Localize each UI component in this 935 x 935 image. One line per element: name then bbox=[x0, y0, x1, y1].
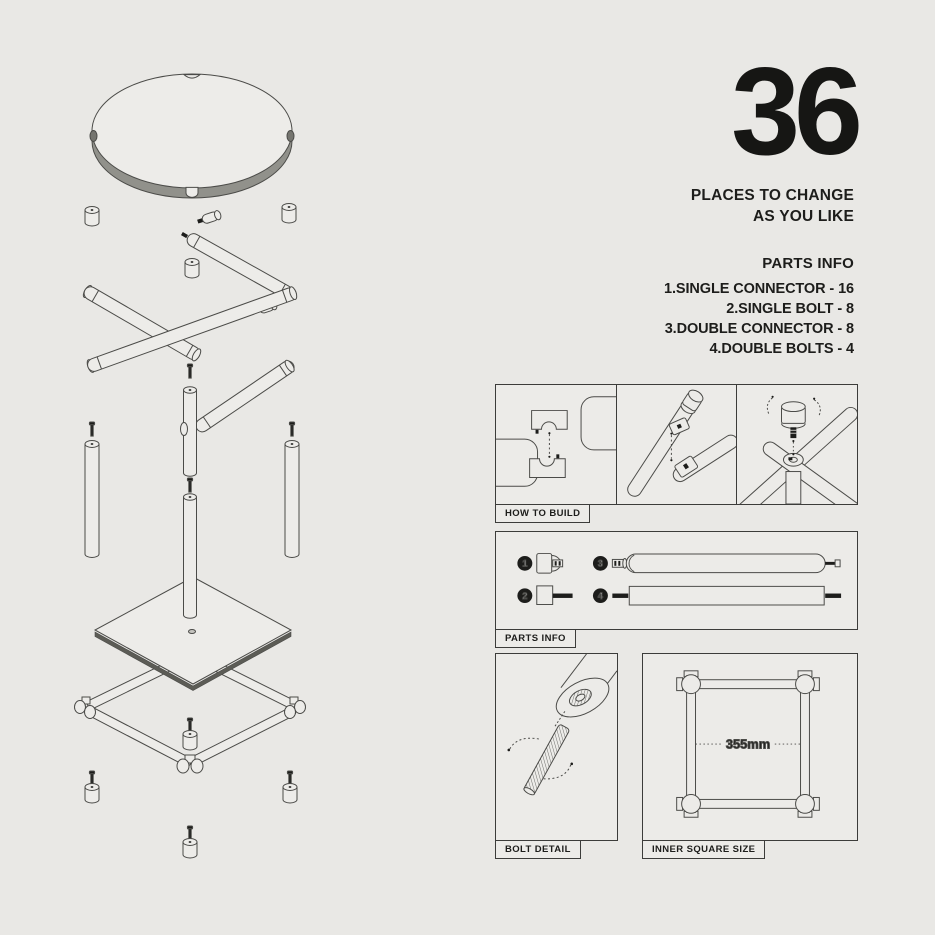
clamp-on-rods-diagram bbox=[617, 385, 737, 504]
parts-list-title: PARTS INFO bbox=[762, 255, 854, 272]
single-connector bbox=[183, 731, 197, 751]
center-column-upper bbox=[181, 387, 197, 476]
tagline-line-2: AS YOU LIKE bbox=[753, 208, 854, 226]
inner-square-dimension: 355mm bbox=[725, 736, 771, 752]
leg-left bbox=[85, 422, 99, 558]
inner-square-panel bbox=[642, 653, 858, 841]
single-connector bbox=[282, 204, 296, 224]
how-to-build-step-1 bbox=[496, 385, 617, 504]
part-number-3: 3 bbox=[597, 558, 603, 569]
how-to-build-step-3 bbox=[737, 385, 857, 504]
single-connector bbox=[85, 207, 99, 227]
inner-square-label: INNER SQUARE SIZE bbox=[642, 840, 765, 859]
connector-with-bolt bbox=[196, 210, 222, 226]
bolt-detail-label: BOLT DETAIL bbox=[495, 840, 581, 859]
parts-list-item: 4.DOUBLE BOLTS - 4 bbox=[709, 341, 854, 357]
how-to-build-step-2 bbox=[617, 385, 738, 504]
part-number-2: 2 bbox=[522, 590, 528, 601]
parts-list-item: 2.SINGLE BOLT - 8 bbox=[726, 301, 854, 317]
inner-square-diagram bbox=[643, 654, 857, 840]
bolt-detail-diagram bbox=[496, 654, 617, 840]
parts-info-panel bbox=[495, 531, 858, 630]
tagline-line-1: PLACES TO CHANGE bbox=[690, 187, 854, 204]
bolt-detail-panel bbox=[495, 653, 618, 841]
headline-number: 36 bbox=[731, 43, 857, 181]
single-bolt bbox=[187, 478, 192, 492]
connector-halves-diagram bbox=[496, 385, 616, 504]
rod bbox=[193, 358, 296, 434]
leg-right bbox=[285, 422, 299, 558]
single-bolt bbox=[187, 718, 192, 732]
single-bolt bbox=[187, 364, 192, 378]
foot bbox=[85, 771, 99, 803]
parts-list-item: 1.SINGLE CONNECTOR - 16 bbox=[664, 281, 854, 297]
parts-diagram bbox=[496, 532, 857, 629]
how-to-build-panel bbox=[495, 384, 858, 505]
part-number-1: 1 bbox=[522, 558, 528, 569]
parts-info-label: PARTS INFO bbox=[495, 629, 576, 648]
bolt-into-crossing-diagram bbox=[737, 385, 857, 504]
part-number-4: 4 bbox=[597, 590, 603, 601]
parts-list bbox=[664, 255, 854, 357]
foot bbox=[183, 826, 197, 858]
single-connector bbox=[185, 259, 199, 279]
headline-tagline bbox=[691, 185, 854, 228]
parts-list-item: 3.DOUBLE CONNECTOR - 8 bbox=[664, 321, 854, 337]
tabletop-disc bbox=[90, 74, 294, 198]
foot bbox=[283, 771, 297, 803]
center-column-lower bbox=[184, 494, 197, 618]
how-to-build-label: HOW TO BUILD bbox=[495, 504, 590, 523]
rod bbox=[86, 286, 298, 373]
